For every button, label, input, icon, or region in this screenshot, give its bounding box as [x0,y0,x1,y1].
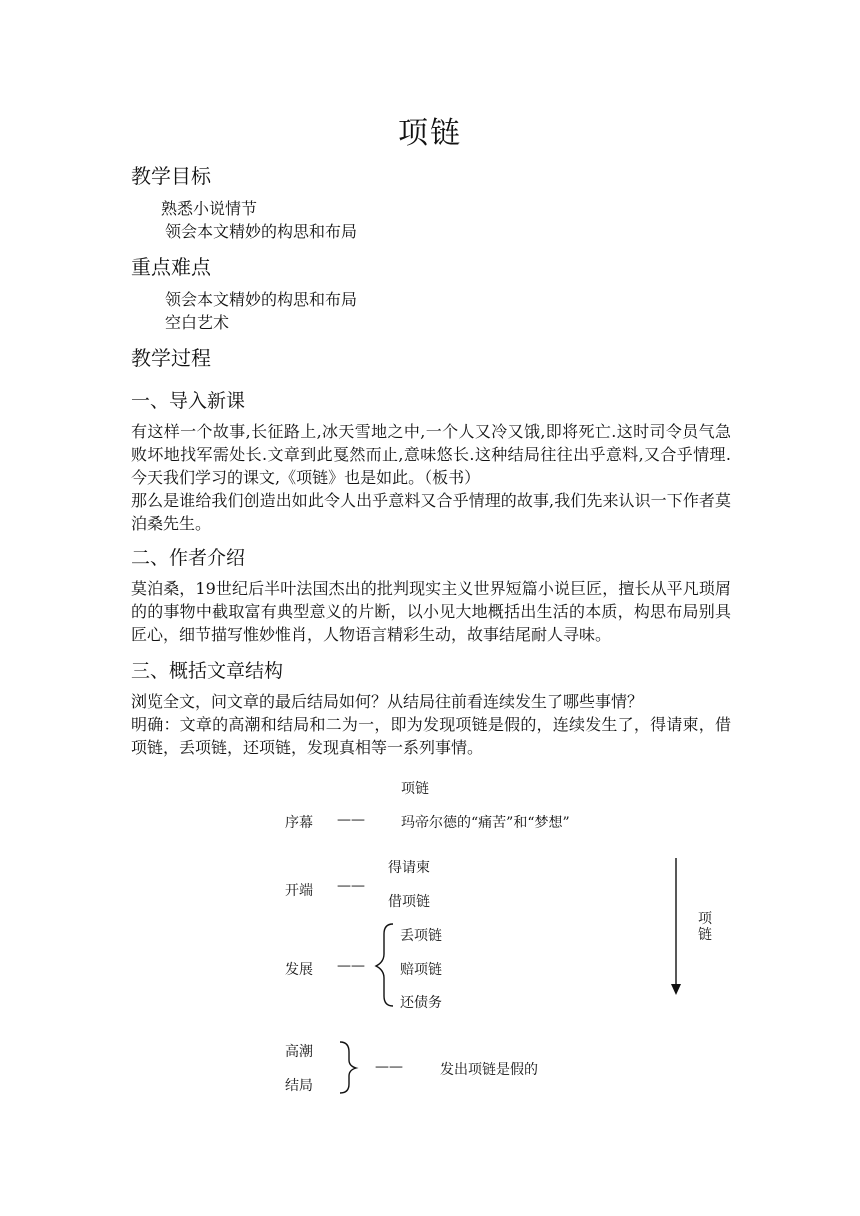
development-brace-icon [376,924,393,1006]
diagram-climax-dash: —— [375,1059,403,1075]
difficulties-heading: 重点难点 [131,255,211,279]
climax-brace-icon [340,1042,356,1093]
goal-item-1: 熟悉小说情节 [161,199,258,218]
process-heading: 教学过程 [131,346,211,370]
diagram-top-label: 项链 [401,781,429,797]
diagram-prologue-text: 玛帝尔德的“痛苦”和“梦想” [401,815,570,831]
structure-paragraph-1: 浏览全文，问文章的最后结局如何？从结局往前看连续发生了哪些事情？ [131,692,644,711]
down-arrow-icon [671,984,681,995]
diagram-beginning-item-2: 借项链 [388,894,430,910]
intro-paragraph-2: 那么是谁给我们创造出如此令人出乎意料又合乎情理的故事,我们先来认识一下作者莫泊桑先生。 [131,491,731,533]
diagram-prologue-dash: —— [337,812,365,828]
diagram-development-item-2: 赔项链 [400,962,442,978]
difficulty-item-2: 空白艺术 [165,313,230,332]
structure-paragraph-2: 明确：文章的高潮和结局和二为一，即为发现项链是假的，连续发生了，得请柬，借项链，丢项链，还项链，发现真相等一系列事情。 [131,715,731,757]
diagram-development-item-1: 丢项链 [400,928,442,944]
diagram-beginning-dash: —— [337,878,365,894]
diagram-development-label: 发展 [285,962,313,978]
difficulty-item-1: 领会本文精妙的构思和布局 [165,290,358,309]
page-title: 项链 [398,116,462,151]
diagram-arrow-label-2: 链 [698,927,712,943]
section-intro-heading: 一、导入新课 [131,390,246,412]
diagram-development-dash: —— [337,958,365,974]
diagram-climax-text: 发出项链是假的 [440,1062,538,1078]
section-author-heading: 二、作者介绍 [131,547,246,569]
diagram-ending-label: 结局 [285,1078,313,1094]
goal-item-2: 领会本文精妙的构思和布局 [165,222,358,241]
diagram-development-item-3: 还债务 [400,995,442,1011]
intro-paragraph-1: 有这样一个故事,长征路上,冰天雪地之中,一个人又冷又饿,即将死亡.这时司令员气急败坏地找军需处长.文章到此戛然而止,意味悠长.这种结局往往出乎意料,又合乎情理.今天我们学习的课文,《项链》也是如此。（板书） [131,422,731,487]
diagram-climax-label: 高潮 [285,1044,313,1060]
goals-heading: 教学目标 [131,164,211,188]
diagram-arrow-label-1: 项 [698,911,712,927]
author-paragraph: 莫泊桑，19世纪后半叶法国杰出的批判现实主义世界短篇小说巨匠，擅长从平凡琐屑的的事物中截取富有典型意义的片断，以小见大地概括出生活的本质，构思布局别具匠心，细节描写惟妙惟肖，人物语言精彩生动，故事结尾耐人寻味。 [131,579,731,644]
diagram-beginning-item-1: 得请柬 [388,860,430,876]
diagram-beginning-label: 开端 [285,883,313,899]
section-structure-heading: 三、概括文章结构 [131,660,284,682]
diagram-prologue-label: 序幕 [285,815,313,831]
